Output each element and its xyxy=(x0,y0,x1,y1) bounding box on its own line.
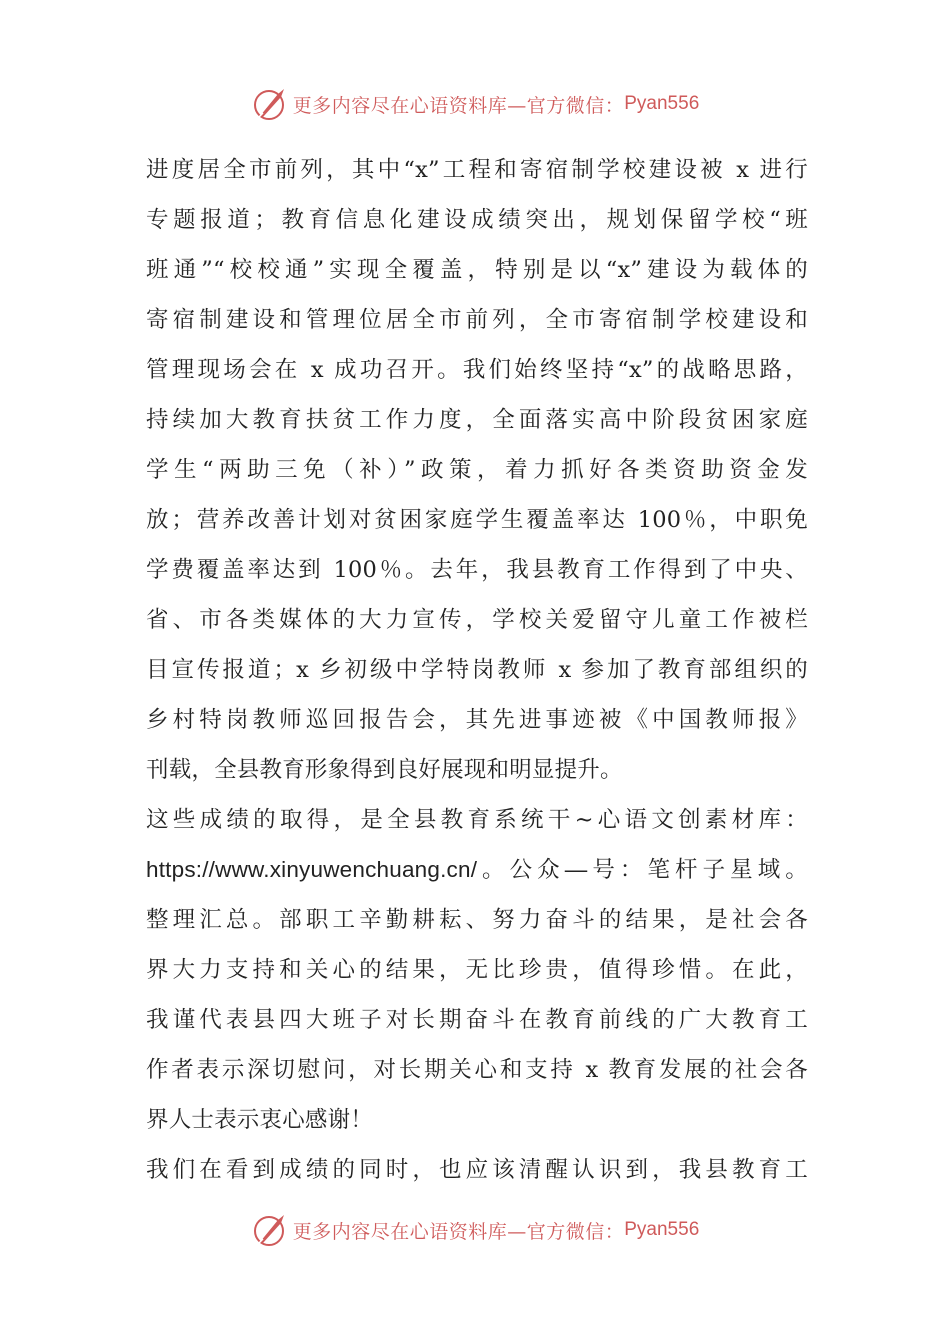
text-line: 我们在看到成绩的同时，也应该清醒认识到，我县教育工 xyxy=(146,1157,808,1183)
text-line: 管理现场会在 x 成功召开。我们始终坚持“x”的战略思路， xyxy=(146,357,808,383)
text-line: 作者表示深切慰问，对长期关心和支持 x 教育发展的社会各 xyxy=(146,1057,808,1083)
footer-banner-wechat-id: Pyan556 xyxy=(624,1219,700,1240)
header-banner-wechat-id: Pyan556 xyxy=(624,93,700,114)
header-banner-text: 更多内容尽在心语资料库—官方微信： xyxy=(292,94,625,117)
text-line-url: https://www.xinyuwenchuang.cn/。公众—号：笔杆子星域。 xyxy=(146,857,808,882)
text-line: 界人士表示衷心感谢！ xyxy=(146,1107,374,1133)
text-line: 乡村特岗教师巡回报告会，其先进事迹被《中国教师报》 xyxy=(146,707,808,733)
text-line: 寄宿制建设和管理位居全市前列，全市寄宿制学校建设和 xyxy=(146,307,808,333)
text-line: 这些成绩的取得，是全县教育系统干~心语文创素材库： xyxy=(146,807,808,833)
header-banner xyxy=(0,84,950,124)
text-line: 持续加大教育扶贫工作力度，全面落实高中阶段贫困家庭 xyxy=(146,407,808,433)
text-line: 刊载，全县教育形象得到良好展现和明显提升。 xyxy=(146,757,623,783)
text-line: 进度居全市前列，其中“x”工程和寄宿制学校建设被 x 进行 xyxy=(146,157,808,183)
text-line: 学费覆盖率达到 100％。去年，我县教育工作得到了中央、 xyxy=(146,557,808,583)
footer-banner xyxy=(0,1210,950,1250)
text-line: 界大力支持和关心的结果，无比珍贵，值得珍惜。在此， xyxy=(146,957,808,983)
text-line: 目宣传报道；x 乡初级中学特岗教师 x 参加了教育部组织的 xyxy=(146,657,808,683)
text-line: 学生“两助三免（补）”政策，着力抓好各类资助资金发 xyxy=(146,457,808,483)
text-line: 我谨代表县四大班子对长期奋斗在教育前线的广大教育工 xyxy=(146,1007,808,1033)
text-line: 班通”“校校通”实现全覆盖，特别是以“x”建设为载体的 xyxy=(146,257,808,283)
quill-pen-icon xyxy=(251,1212,287,1248)
text-line: 放；营养改善计划对贫困家庭学生覆盖率达 100％，中职免 xyxy=(146,507,808,533)
footer-banner-text: 更多内容尽在心语资料库—官方微信： xyxy=(292,1220,625,1243)
document-body xyxy=(146,145,808,1195)
quill-pen-icon xyxy=(251,86,287,122)
text-line: 省、市各类媒体的大力宣传，学校关爱留守儿童工作被栏 xyxy=(146,607,808,633)
text-line: 专题报道；教育信息化建设成绩突出，规划保留学校“班 xyxy=(146,207,808,233)
text-line: 整理汇总。部职工辛勤耕耘、努力奋斗的结果，是社会各 xyxy=(146,907,808,933)
